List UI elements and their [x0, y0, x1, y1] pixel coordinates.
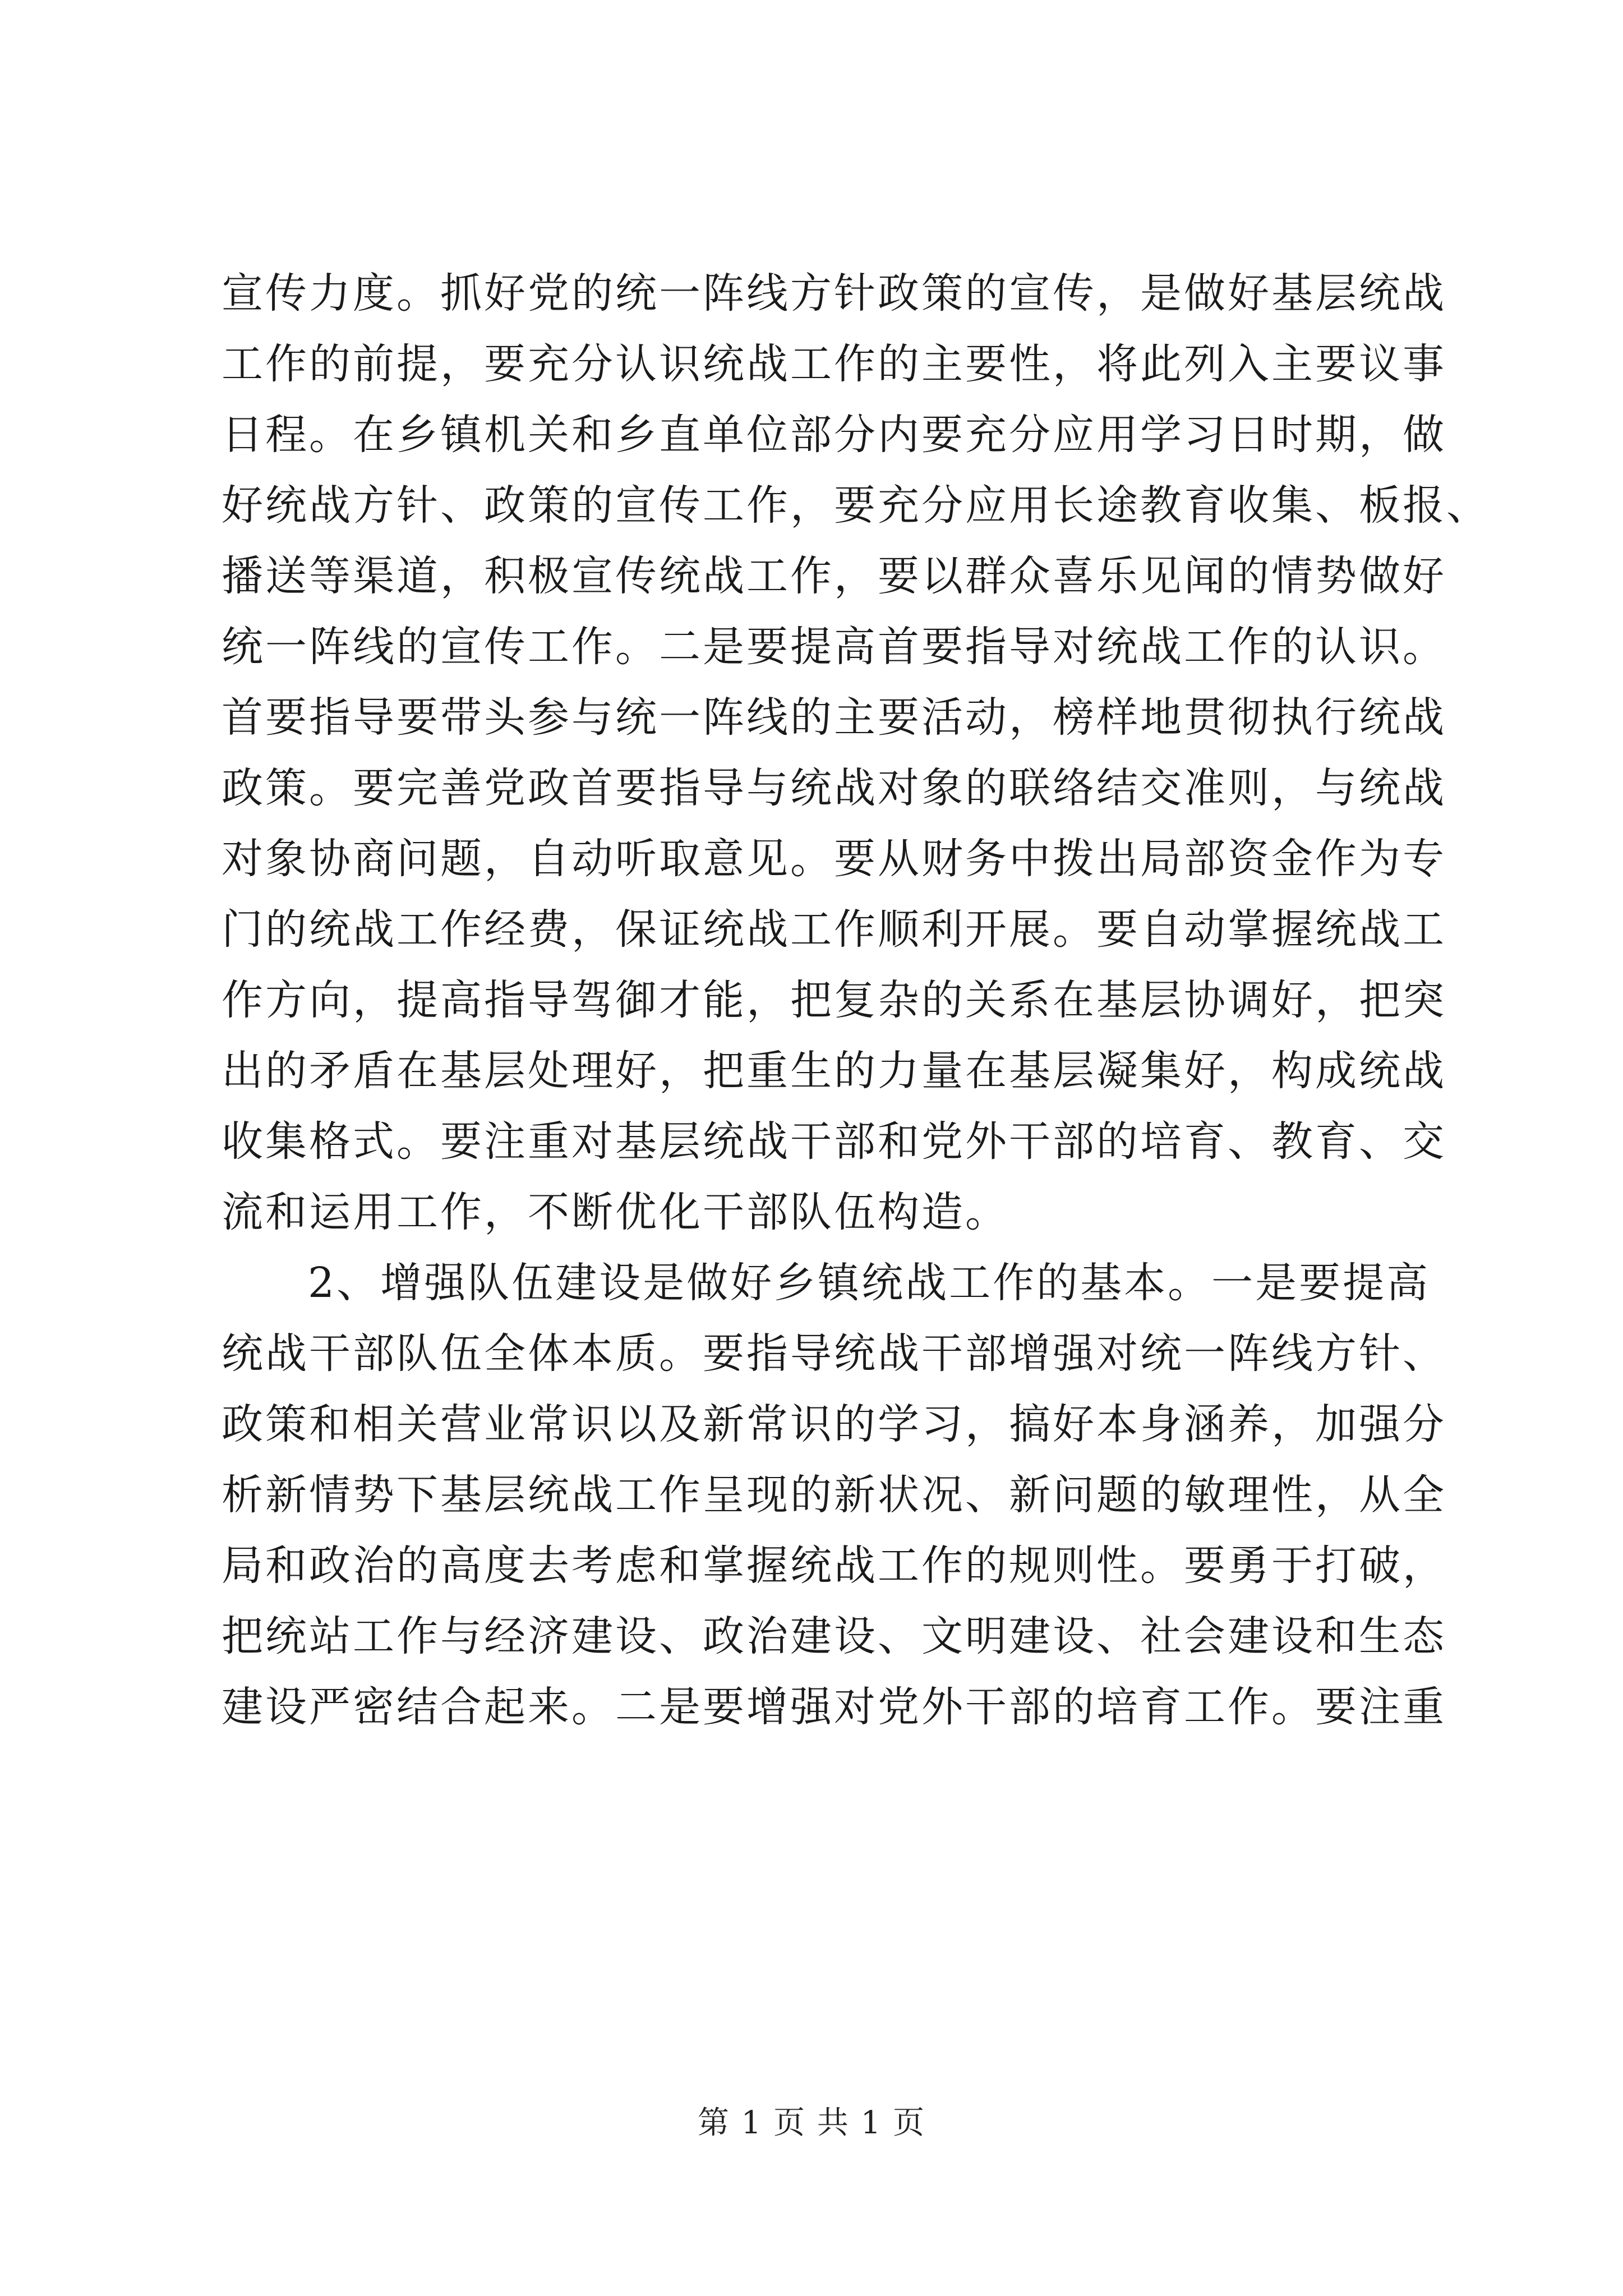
- text-line: 首要指导要带头参与统一阵线的主要活动，榜样地贯彻执行统战: [222, 693, 1446, 742]
- text-line: 把统站工作与经济建设、政治建设、文明建设、社会建设和生态: [222, 1612, 1446, 1660]
- document-body: [222, 258, 1490, 1742]
- paragraph-2: [222, 1248, 1446, 1742]
- text-line: 作方向，提高指导驾御才能，把复杂的关系在基层协调好，把突: [222, 976, 1446, 1024]
- text-line: 统战干部队伍全体本质。要指导统战干部增强对统一阵线方针、: [222, 1329, 1446, 1378]
- text-line: 局和政治的高度去考虑和掌握统战工作的规则性。要勇于打破，: [222, 1542, 1446, 1590]
- paragraph-1: [222, 258, 1490, 1248]
- text-line: 门的统战工作经费，保证统战工作顺利开展。要自动掌握统战工: [222, 905, 1446, 954]
- text-line: 工作的前提，要充分认识统战工作的主要性，将此列入主要议事: [222, 340, 1446, 388]
- text-line: 统一阵线的宣传工作。二是要提高首要指导对统战工作的认识。: [222, 623, 1446, 671]
- text-line: 对象协商问题，自动听取意见。要从财务中拨出局部资金作为专: [222, 835, 1446, 883]
- text-line: 政策。要完善党政首要指导与统战对象的联络结交准则，与统战: [222, 764, 1446, 812]
- page-number-footer: 第 1 页 共 1 页: [697, 2105, 926, 2141]
- text-line: 播送等渠道，积极宣传统战工作，要以群众喜乐见闻的情势做好: [222, 552, 1446, 600]
- text-line: 流和运用工作，不断优化干部队伍构造。: [222, 1188, 1009, 1236]
- text-line: 出的矛盾在基层处理好，把重生的力量在基层凝集好，构成统战: [222, 1047, 1446, 1095]
- text-line: 2、增强队伍建设是做好乡镇统战工作的基本。一是要提高: [308, 1259, 1431, 1307]
- text-line: 好统战方针、政策的宣传工作，要充分应用长途教育收集、板报、: [222, 481, 1490, 530]
- text-line: 政策和相关营业常识以及新常识的学习，搞好本身涵养，加强分: [222, 1400, 1446, 1448]
- text-line: 收集格式。要注重对基层统战干部和党外干部的培育、教育、交: [222, 1117, 1446, 1166]
- text-line: 建设严密结合起来。二是要增强对党外干部的培育工作。要注重: [222, 1683, 1446, 1731]
- text-line: 日程。在乡镇机关和乡直单位部分内要充分应用学习日时期，做: [222, 411, 1446, 459]
- text-line: 宣传力度。抓好党的统一阵线方针政策的宣传，是做好基层统战: [222, 269, 1446, 318]
- text-line: 析新情势下基层统战工作呈现的新状况、新问题的敏理性，从全: [222, 1471, 1446, 1519]
